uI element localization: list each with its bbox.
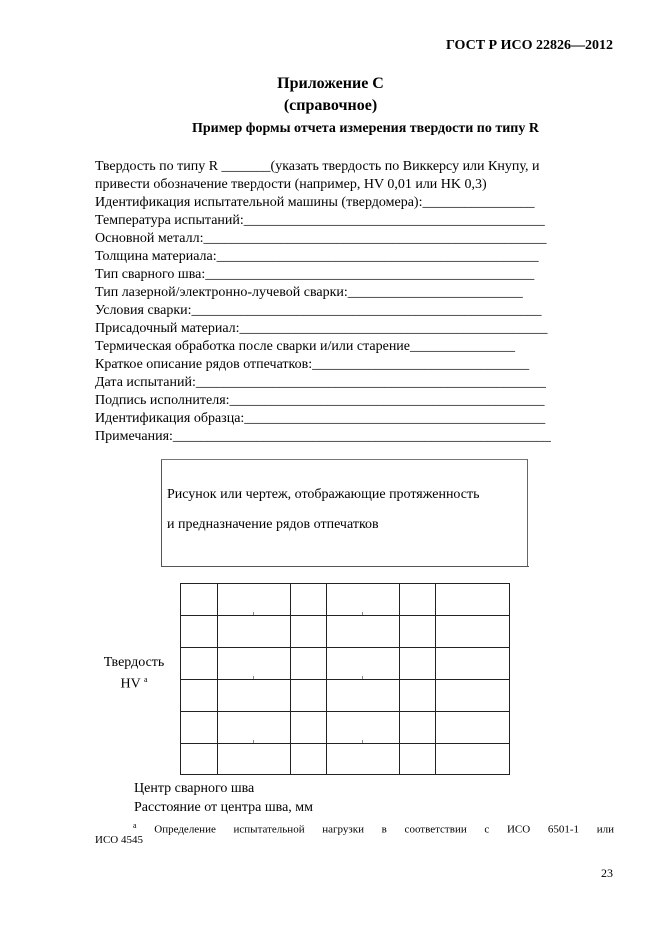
caption-distance: Расстояние от центра шва, мм [134, 800, 314, 815]
grid-hline [181, 647, 509, 648]
figure-box-right-border [527, 459, 528, 566]
field-indent-rows: Краткое описание рядов отпечатков:_______________________________ [95, 357, 530, 372]
figure-box-text-line2: и предназначение рядов отпечатков [167, 517, 379, 532]
caption-weld-center: Центр сварного шва [134, 781, 255, 796]
footnote-line1 [95, 818, 614, 838]
footnote-text: Определение испытательной нагрузки в соответствии с ИСО 6501-1 или [154, 823, 615, 836]
y-label-line2 [94, 671, 174, 693]
field-thickness: Толщина материала:______________________________________________ [95, 249, 539, 264]
figure-box-top-border [161, 459, 528, 460]
field-test-temperature: Температура испытаний:___________________________________________ [95, 213, 545, 228]
y-label-unit: HV [120, 676, 141, 692]
footnote-line2: ИСО 4545 [95, 834, 143, 846]
grid-hline [181, 743, 509, 744]
grid-tick [253, 740, 254, 743]
appendix-type: (справочное) [283, 97, 378, 114]
grid-y-label [94, 654, 174, 693]
standard-number: ГОСТ Р ИСО 22826—2012 [445, 38, 613, 53]
grid-tick [253, 676, 254, 679]
appendix-title: Приложение С [277, 75, 384, 92]
report-fields [95, 158, 595, 446]
field-heat-treatment: Термическая обработка после сварки и/или старение_______________ [95, 339, 516, 354]
grid-tick [362, 612, 363, 615]
form-title: Пример формы отчета измерения твердости по типу R [192, 121, 539, 136]
field-signature: Подпись исполнителя:_____________________________________________ [95, 393, 545, 408]
grid-hline [181, 711, 509, 712]
y-label-footnote-marker: a [143, 675, 148, 684]
grid-hline [181, 679, 509, 680]
field-machine-id: Идентификация испытательной машины (твердомера):________________ [95, 195, 535, 210]
field-welding-conditions: Условия сварки:__________________________________________________ [95, 303, 542, 318]
grid-tick [362, 740, 363, 743]
field-test-date: Дата испытаний:__________________________________________________ [95, 375, 546, 390]
footnote-marker: a [133, 821, 137, 830]
hardness-grid [180, 583, 510, 775]
field-weld-type: Тип сварного шва:_______________________________________________ [95, 267, 535, 282]
grid-tick [362, 676, 363, 679]
figure-box [161, 459, 529, 567]
field-beam-welding-type: Тип лазерной/электронно-лучевой сварки:_________________________ [95, 285, 523, 300]
field-notes: Примечания:______________________________________________________ [95, 429, 551, 444]
figure-box-text-line1: Рисунок или чертеж, отображающие протяженность [167, 487, 480, 502]
grid-hline [181, 615, 509, 616]
grid-tick [253, 612, 254, 615]
field-hardness-type-cont: привести обозначение твердости (например, HV 0,01 или HK 0,3) [95, 177, 487, 192]
field-specimen-id: Идентификация образца:___________________________________________ [95, 411, 546, 426]
field-filler-material: Присадочный материал:____________________________________________ [95, 321, 548, 336]
page-number: 23 [601, 866, 613, 880]
field-base-metal: Основной металл:_________________________________________________ [95, 231, 547, 246]
y-label-line1: Твердость [103, 655, 165, 670]
field-hardness-type: Твердость по типу R _______(указать твердость по Виккерсу или Кнупу, и [95, 159, 540, 174]
